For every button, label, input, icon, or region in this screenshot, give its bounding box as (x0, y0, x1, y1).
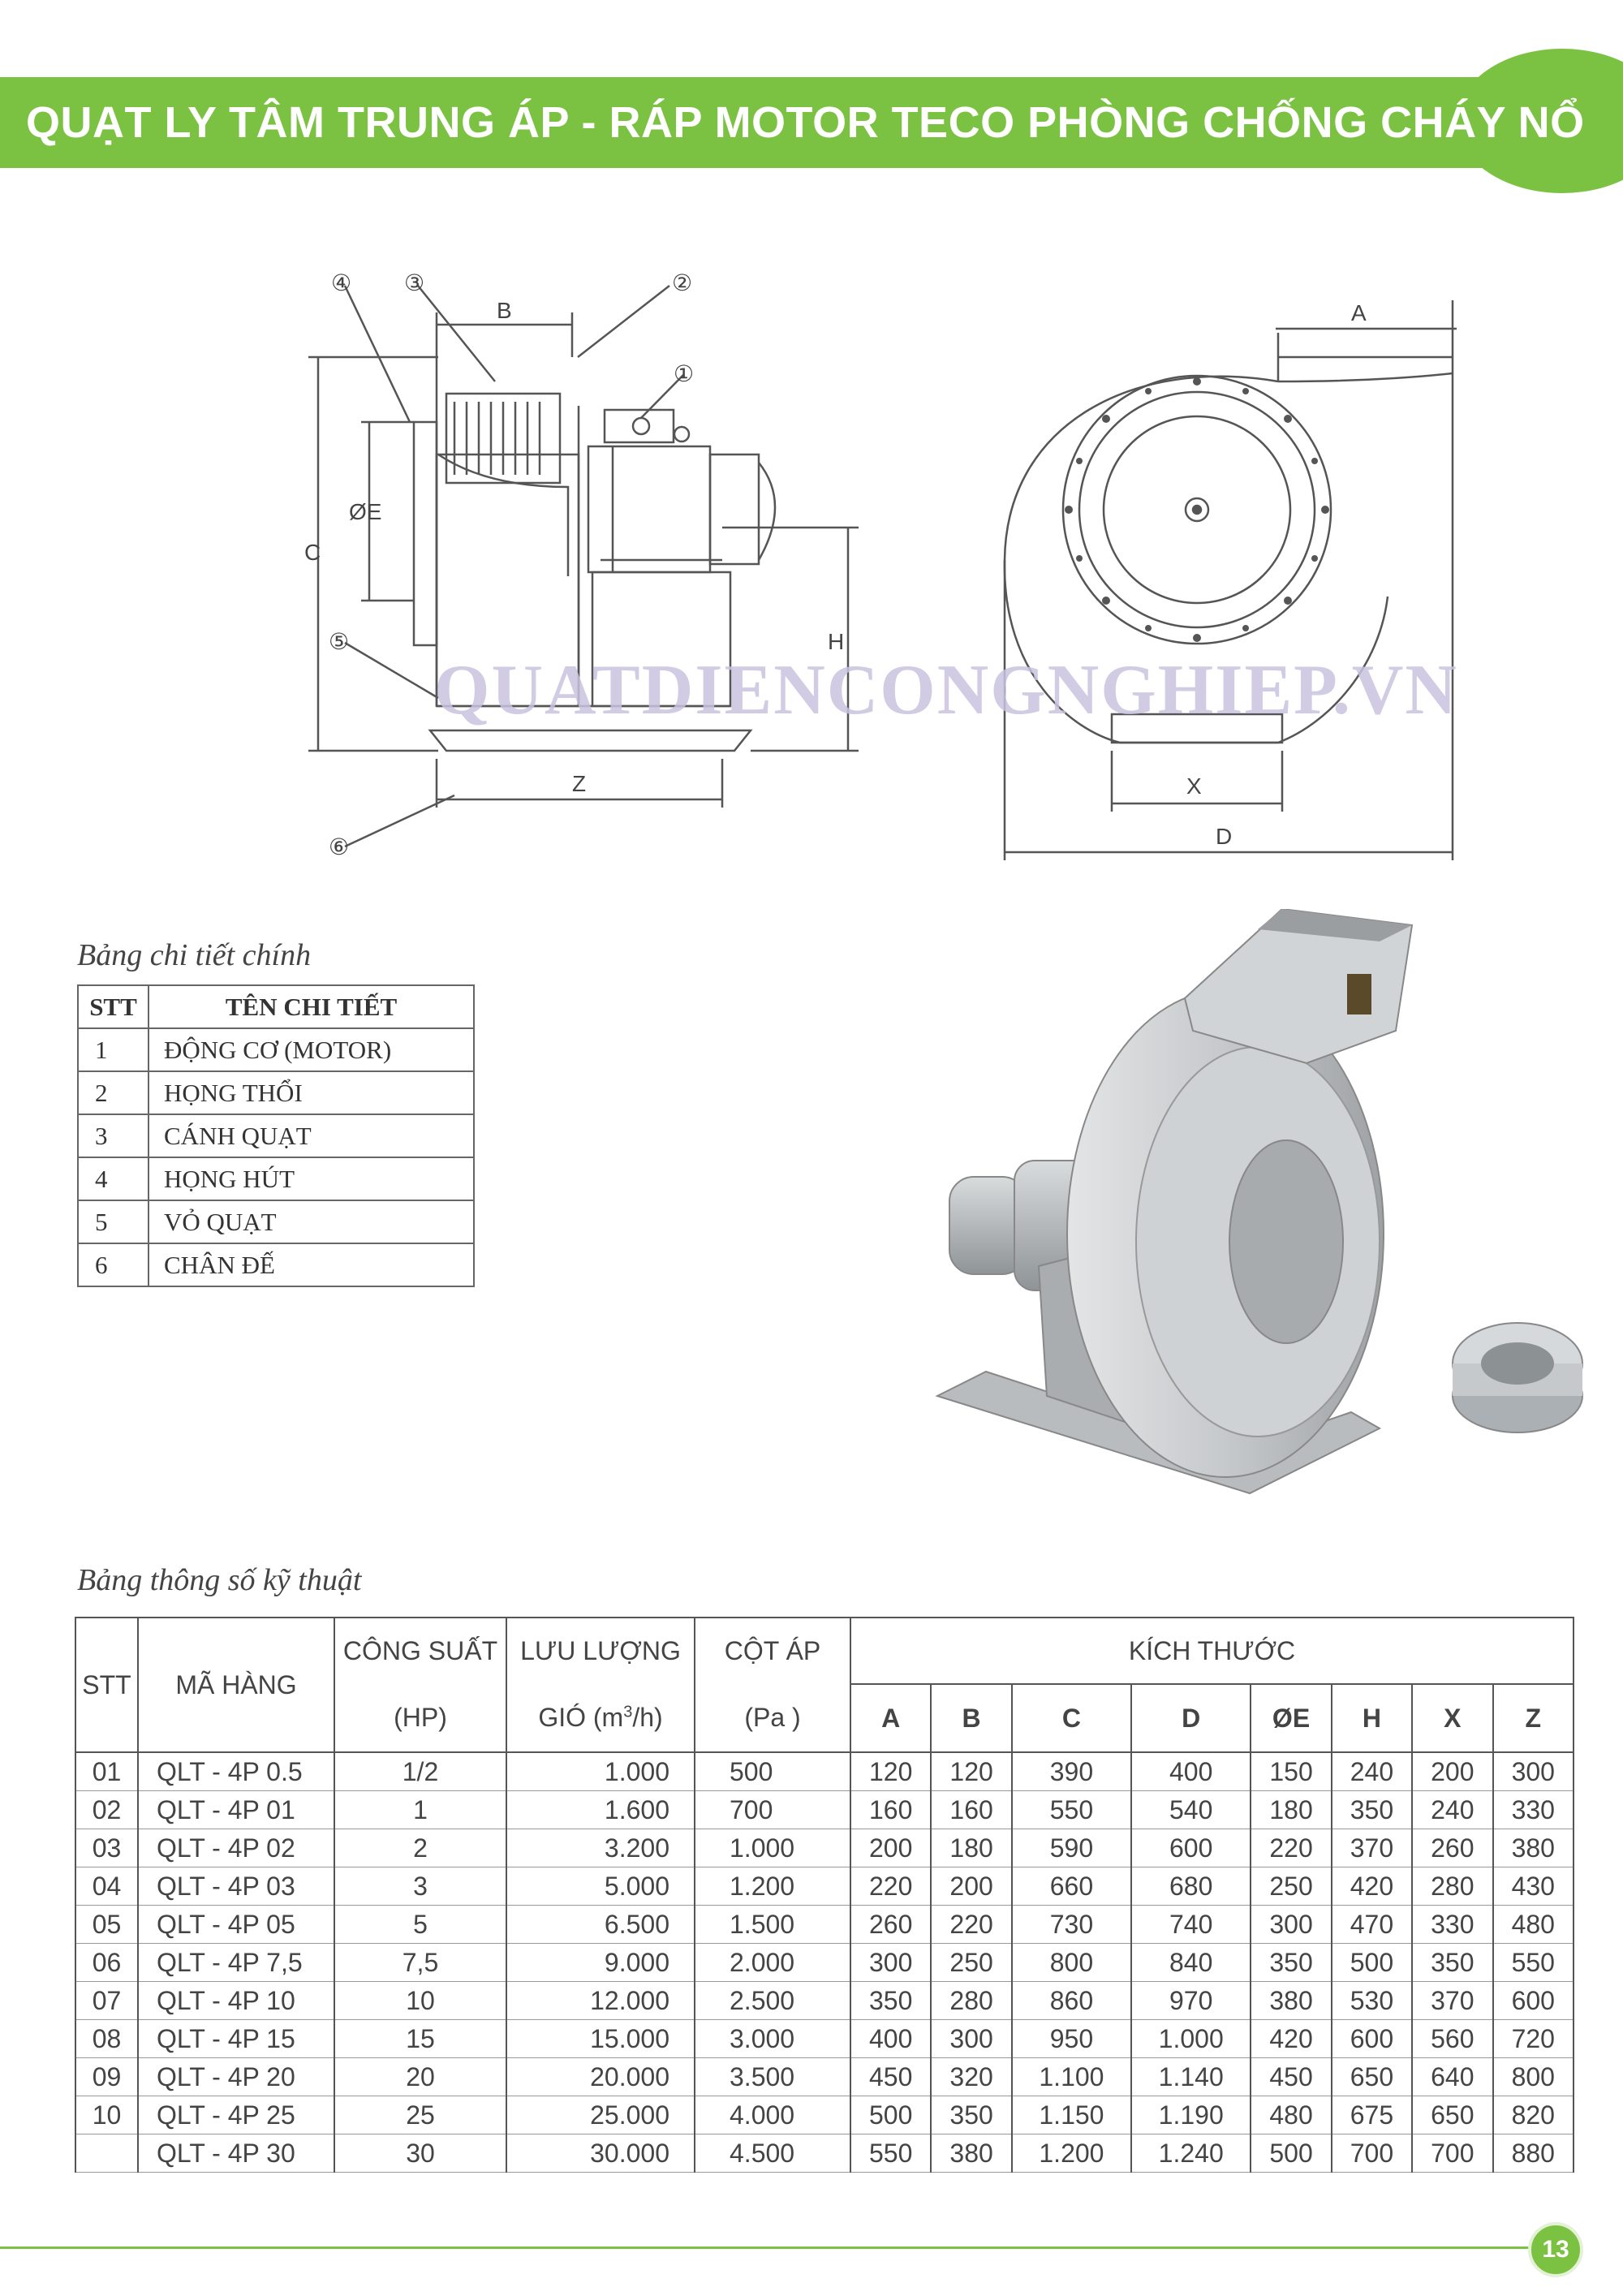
table-row (75, 1944, 1573, 1982)
spec-dim-h: 420 (1332, 1867, 1412, 1906)
spec-dim-h: 240 (1332, 1752, 1412, 1791)
spec-dim-d: 740 (1131, 1906, 1251, 1944)
spec-code: QLT - 4P 20 (138, 2058, 334, 2096)
callout-1: ① (674, 361, 695, 386)
spec-stt: 09 (75, 2058, 138, 2096)
spec-dim-x: 200 (1412, 1752, 1492, 1791)
spec-flow: 30.000 (506, 2134, 695, 2173)
spec-dim-b: 120 (931, 1752, 1011, 1791)
spec-dim-x: 280 (1412, 1867, 1492, 1906)
spec-flow: 6.500 (506, 1906, 695, 1944)
spec-dim-d: 600 (1131, 1829, 1251, 1867)
spec-power: 1 (334, 1791, 506, 1829)
spec-dim-x: 240 (1412, 1791, 1492, 1829)
spec-dim-z: 480 (1493, 1906, 1573, 1944)
spec-dim-e: 450 (1251, 2058, 1331, 2096)
spec-power: 1/2 (334, 1752, 506, 1791)
part-stt: 6 (78, 1243, 149, 1286)
spec-code: QLT - 4P 30 (138, 2134, 334, 2173)
spec-dim-b: 380 (931, 2134, 1011, 2173)
page-title: QUẠT LY TÂM TRUNG ÁP - RÁP MOTOR TECO PHÒNG CHỐNG CHÁY NỔ (26, 98, 1585, 147)
spec-dim-z: 430 (1493, 1867, 1573, 1906)
specs-col-pressure: CỘT ÁP (695, 1618, 850, 1684)
table-row (75, 2058, 1573, 2096)
specs-dim-a: A (850, 1684, 931, 1752)
spec-stt: 04 (75, 1867, 138, 1906)
parts-table-header (78, 985, 474, 1028)
specs-dim-z: Z (1493, 1684, 1573, 1752)
dim-label-a: A (1351, 300, 1367, 325)
spec-dim-h: 600 (1332, 2020, 1412, 2058)
table-row (78, 1200, 474, 1243)
spec-power: 3 (334, 1867, 506, 1906)
specs-col-pressure-unit: (Pa ) (695, 1684, 850, 1752)
part-stt: 3 (78, 1114, 149, 1157)
spec-dim-d: 1.000 (1131, 2020, 1251, 2058)
table-row (75, 1906, 1573, 1944)
spec-dim-e: 350 (1251, 1944, 1331, 1982)
dim-label-h: H (828, 629, 845, 654)
spec-pressure: 700 (695, 1791, 850, 1829)
spec-code: QLT - 4P 03 (138, 1867, 334, 1906)
spec-stt: 06 (75, 1944, 138, 1982)
spec-flow: 15.000 (506, 2020, 695, 2058)
spec-power: 5 (334, 1906, 506, 1944)
spec-dim-x: 260 (1412, 1829, 1492, 1867)
spec-dim-c: 950 (1012, 2020, 1131, 2058)
specs-dim-h: H (1332, 1684, 1412, 1752)
spec-dim-b: 320 (931, 2058, 1011, 2096)
spec-dim-h: 650 (1332, 2058, 1412, 2096)
callout-6: ⑥ (329, 834, 350, 859)
spec-flow: 5.000 (506, 1867, 695, 1906)
page-number: 13 (1528, 2222, 1583, 2277)
parts-table (77, 984, 475, 1287)
table-row (78, 1114, 474, 1157)
spec-dim-d: 840 (1131, 1944, 1251, 1982)
spec-pressure: 2.500 (695, 1982, 850, 2020)
spec-dim-x: 370 (1412, 1982, 1492, 2020)
spec-pressure: 3.500 (695, 2058, 850, 2096)
spec-dim-e: 420 (1251, 2020, 1331, 2058)
specs-dim-e: ØE (1251, 1684, 1331, 1752)
spec-dim-b: 200 (931, 1867, 1011, 1906)
spec-pressure: 1.200 (695, 1867, 850, 1906)
spec-dim-c: 800 (1012, 1944, 1131, 1982)
spec-code: QLT - 4P 05 (138, 1906, 334, 1944)
dim-label-d: D (1216, 824, 1233, 849)
spec-dim-a: 120 (850, 1752, 931, 1791)
specs-col-flow-unit: GIÓ $(m^3/h)$ (506, 1684, 695, 1752)
specs-dim-d: D (1131, 1684, 1251, 1752)
spec-stt: 07 (75, 1982, 138, 2020)
spec-dim-h: 500 (1332, 1944, 1412, 1982)
spec-dim-z: 380 (1493, 1829, 1573, 1867)
spec-dim-a: 450 (850, 2058, 931, 2096)
part-name: HỌNG HÚT (149, 1157, 474, 1200)
spec-dim-a: 350 (850, 1982, 931, 2020)
specs-dim-c: C (1012, 1684, 1131, 1752)
spec-code: QLT - 4P 0.5 (138, 1752, 334, 1791)
table-row (78, 1157, 474, 1200)
spec-power: 7,5 (334, 1944, 506, 1982)
specs-table-caption: Bảng thông số kỹ thuật (77, 1563, 362, 1597)
spec-dim-x: 560 (1412, 2020, 1492, 2058)
spec-dim-d: 970 (1131, 1982, 1251, 2020)
side-view (308, 286, 859, 846)
spec-flow: 3.200 (506, 1829, 695, 1867)
spec-dim-a: 220 (850, 1867, 931, 1906)
spec-dim-b: 220 (931, 1906, 1011, 1944)
spec-dim-z: 880 (1493, 2134, 1573, 2173)
spec-dim-c: 860 (1012, 1982, 1131, 2020)
spec-dim-d: 1.140 (1131, 2058, 1251, 2096)
spec-dim-d: 680 (1131, 1867, 1251, 1906)
spec-dim-c: 550 (1012, 1791, 1131, 1829)
part-name: ĐỘNG CƠ (MOTOR) (149, 1028, 474, 1071)
spec-dim-x: 650 (1412, 2096, 1492, 2134)
spec-dim-e: 150 (1251, 1752, 1331, 1791)
spec-code: QLT - 4P 02 (138, 1829, 334, 1867)
spec-code: QLT - 4P 10 (138, 1982, 334, 2020)
spec-dim-a: 300 (850, 1944, 931, 1982)
table-row (75, 2020, 1573, 2058)
specs-table (75, 1617, 1574, 2173)
dim-label-x: X (1186, 773, 1202, 799)
front-view-labels (1186, 300, 1367, 849)
spec-dim-c: 590 (1012, 1829, 1131, 1867)
spec-stt: 10 (75, 2096, 138, 2134)
parts-table-caption: Bảng chi tiết chính (77, 938, 312, 972)
specs-col-power-unit: (HP) (334, 1684, 506, 1752)
spec-pressure: 3.000 (695, 2020, 850, 2058)
spec-dim-z: 820 (1493, 2096, 1573, 2134)
specs-col-code: MÃ HÀNG (138, 1618, 334, 1752)
spec-dim-c: 1.100 (1012, 2058, 1131, 2096)
spec-dim-z: 720 (1493, 2020, 1573, 2058)
spec-flow: 1.000 (506, 1752, 695, 1791)
spec-dim-x: 640 (1412, 2058, 1492, 2096)
spec-stt: 03 (75, 1829, 138, 1867)
table-row (75, 1982, 1573, 2020)
spec-dim-z: 330 (1493, 1791, 1573, 1829)
spec-dim-h: 470 (1332, 1906, 1412, 1944)
part-name: VỎ QUẠT (149, 1200, 474, 1243)
spec-dim-h: 700 (1332, 2134, 1412, 2173)
spec-pressure: 4.500 (695, 2134, 850, 2173)
spec-pressure: 500 (695, 1752, 850, 1791)
spec-power: 20 (334, 2058, 506, 2096)
spec-dim-z: 800 (1493, 2058, 1573, 2096)
spec-dim-e: 300 (1251, 1906, 1331, 1944)
spec-dim-b: 160 (931, 1791, 1011, 1829)
spec-dim-h: 370 (1332, 1829, 1412, 1867)
spec-dim-b: 250 (931, 1944, 1011, 1982)
spec-pressure: 1.500 (695, 1906, 850, 1944)
callout-5: ⑤ (329, 629, 350, 654)
part-stt: 1 (78, 1028, 149, 1071)
spec-dim-b: 180 (931, 1829, 1011, 1867)
table-row (78, 1028, 474, 1071)
spec-dim-z: 550 (1493, 1944, 1573, 1982)
callout-4: ④ (331, 270, 352, 295)
specs-header-row-1 (75, 1618, 1573, 1684)
spec-dim-h: 675 (1332, 2096, 1412, 2134)
spec-dim-x: 330 (1412, 1906, 1492, 1944)
table-row (75, 2134, 1573, 2173)
spec-dim-d: 400 (1131, 1752, 1251, 1791)
spec-flow: 9.000 (506, 1944, 695, 1982)
spec-dim-e: 500 (1251, 2134, 1331, 2173)
spec-dim-d: 1.190 (1131, 2096, 1251, 2134)
spec-pressure: 4.000 (695, 2096, 850, 2134)
table-row (78, 1243, 474, 1286)
dim-label-z: Z (572, 771, 587, 796)
spec-code: QLT - 4P 25 (138, 2096, 334, 2134)
callout-3: ③ (404, 270, 425, 295)
spec-flow: 12.000 (506, 1982, 695, 2020)
dim-label-b: B (497, 298, 512, 323)
spec-dim-e: 380 (1251, 1982, 1331, 2020)
table-row (75, 1867, 1573, 1906)
spec-pressure: 2.000 (695, 1944, 850, 1982)
spec-dim-x: 700 (1412, 2134, 1492, 2173)
spec-dim-e: 480 (1251, 2096, 1331, 2134)
spec-dim-a: 260 (850, 1906, 931, 1944)
side-view-labels (304, 270, 844, 859)
spec-power: 25 (334, 2096, 506, 2134)
part-stt: 2 (78, 1071, 149, 1114)
spec-stt: 01 (75, 1752, 138, 1791)
spec-code: QLT - 4P 15 (138, 2020, 334, 2058)
table-row (75, 1752, 1573, 1791)
spec-dim-a: 400 (850, 2020, 931, 2058)
spec-dim-a: 550 (850, 2134, 931, 2173)
spec-dim-h: 530 (1332, 1982, 1412, 2020)
spec-pressure: 1.000 (695, 1829, 850, 1867)
spec-power: 2 (334, 1829, 506, 1867)
specs-col-dimensions: KÍCH THƯỚC (850, 1618, 1573, 1684)
spec-dim-a: 160 (850, 1791, 931, 1829)
watermark: QUATDIENCONGNGHIEP.VN (434, 651, 1458, 730)
spec-stt: 02 (75, 1791, 138, 1829)
dim-label-e: ØE (349, 499, 382, 524)
footer-line (0, 2246, 1530, 2249)
spec-dim-b: 300 (931, 2020, 1011, 2058)
table-row (75, 2096, 1573, 2134)
specs-dim-x: X (1412, 1684, 1492, 1752)
spec-flow: 20.000 (506, 2058, 695, 2096)
spec-dim-e: 180 (1251, 1791, 1331, 1829)
specs-col-flow: LƯU LƯỢNG (506, 1618, 695, 1684)
product-photo (925, 909, 1591, 1526)
part-name: CÁNH QUẠT (149, 1114, 474, 1157)
dim-label-c: C (304, 540, 321, 565)
table-row (75, 1829, 1573, 1867)
spec-dim-c: 1.150 (1012, 2096, 1131, 2134)
part-stt: 5 (78, 1200, 149, 1243)
spec-dim-b: 350 (931, 2096, 1011, 2134)
spec-stt: 08 (75, 2020, 138, 2058)
front-view (1005, 300, 1457, 860)
spec-dim-e: 250 (1251, 1867, 1331, 1906)
part-name: CHÂN ĐẾ (149, 1243, 474, 1286)
table-row (78, 1071, 474, 1114)
spec-flow: 1.600 (506, 1791, 695, 1829)
spec-power: 10 (334, 1982, 506, 2020)
spec-flow: 25.000 (506, 2096, 695, 2134)
spec-stt (75, 2134, 138, 2173)
spec-dim-h: 350 (1332, 1791, 1412, 1829)
part-stt: 4 (78, 1157, 149, 1200)
spec-dim-z: 600 (1493, 1982, 1573, 2020)
spec-dim-e: 220 (1251, 1829, 1331, 1867)
spec-dim-z: 300 (1493, 1752, 1573, 1791)
spec-power: 15 (334, 2020, 506, 2058)
specs-col-power: CÔNG SUẤT (334, 1618, 506, 1684)
specs-col-stt: STT (75, 1618, 138, 1752)
parts-col-stt: STT (78, 985, 149, 1028)
spec-dim-c: 1.200 (1012, 2134, 1131, 2173)
spec-dim-x: 350 (1412, 1944, 1492, 1982)
spec-code: QLT - 4P 7,5 (138, 1944, 334, 1982)
spec-stt: 05 (75, 1906, 138, 1944)
spec-dim-a: 500 (850, 2096, 931, 2134)
spec-dim-d: 1.240 (1131, 2134, 1251, 2173)
spec-dim-c: 390 (1012, 1752, 1131, 1791)
technical-drawing (0, 0, 1623, 893)
table-row (75, 1791, 1573, 1829)
spec-dim-d: 540 (1131, 1791, 1251, 1829)
callout-2: ② (672, 270, 693, 295)
spec-dim-c: 730 (1012, 1906, 1131, 1944)
spec-power: 30 (334, 2134, 506, 2173)
spec-dim-b: 280 (931, 1982, 1011, 2020)
spec-dim-c: 660 (1012, 1867, 1131, 1906)
spec-dim-a: 200 (850, 1829, 931, 1867)
parts-col-name: TÊN CHI TIẾT (149, 985, 474, 1028)
part-name: HỌNG THỔI (149, 1071, 474, 1114)
spec-code: QLT - 4P 01 (138, 1791, 334, 1829)
specs-dim-b: B (931, 1684, 1011, 1752)
